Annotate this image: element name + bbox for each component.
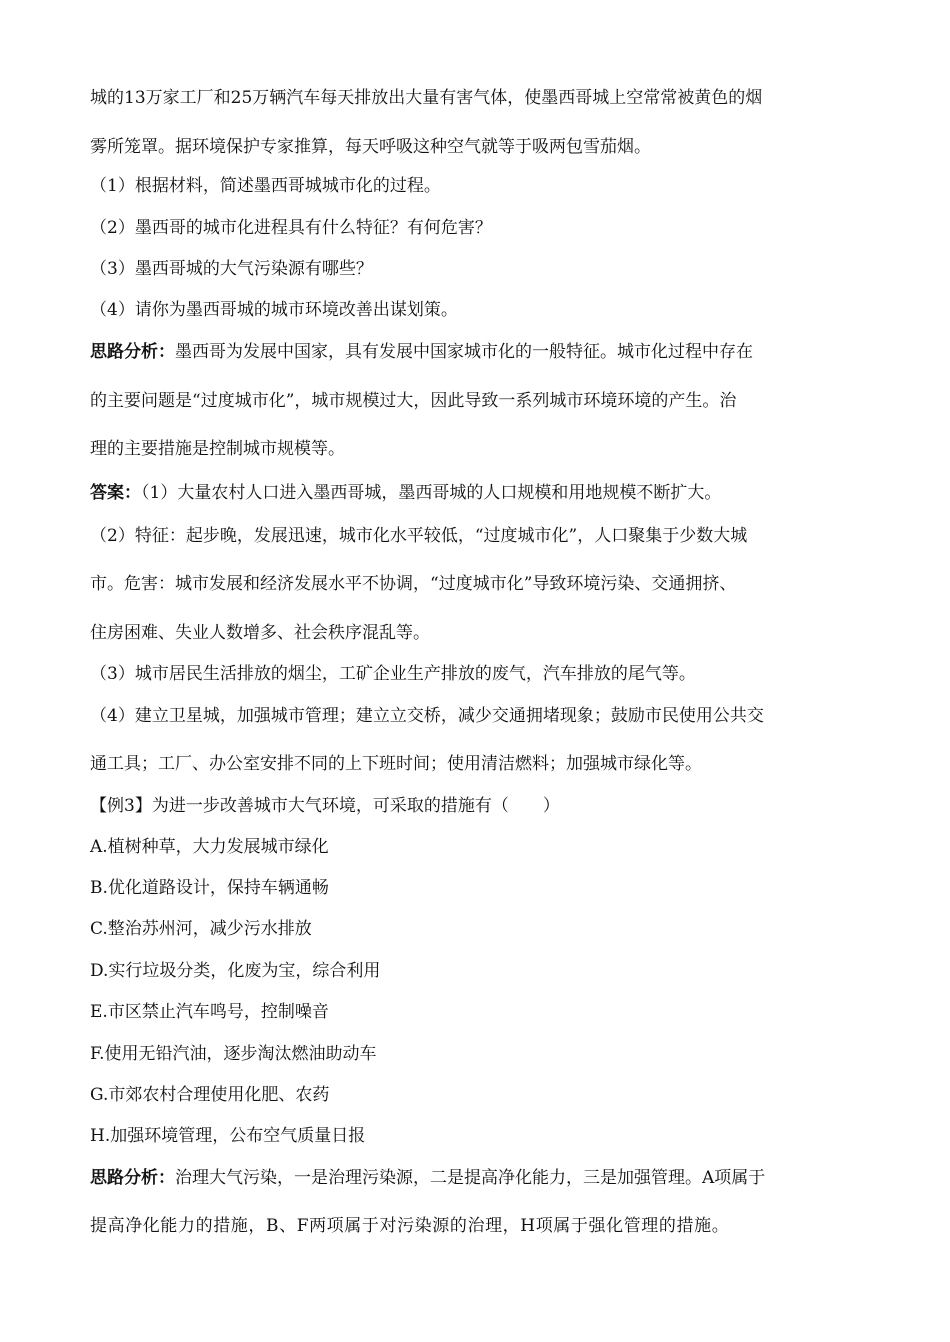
- question-1: （1）根据材料，简述墨西哥城城市化的过程。: [90, 176, 441, 196]
- material-text-line-2: 雾所笼罩。据环境保护专家推算，每天呼吸这种空气就等于吸两包雪茄烟。: [90, 137, 651, 157]
- answer-line-3: 市。危害：城市发展和经济发展水平不协调，“过度城市化”导致环境污染、交通拥挤、: [90, 574, 737, 594]
- option-g: G.市郊农村合理使用化肥、农药: [90, 1085, 330, 1105]
- option-a: A.植树种草，大力发展城市绿化: [90, 837, 329, 857]
- analysis-label: 思路分析：: [90, 342, 175, 362]
- analysis-2-line-1: [90, 1167, 765, 1189]
- answer-line-7: 通工具；工厂、办公室安排不同的上下班时间；使用清洁燃料；加强城市绿化等。: [90, 754, 702, 774]
- option-b: B.优化道路设计，保持车辆通畅: [90, 878, 329, 898]
- answer-line-6: （4）建立卫星城，加强城市管理；建立立交桥，减少交通拥堵现象；鼓励市民使用公共交: [90, 706, 764, 726]
- option-e: E.市区禁止汽车鸣号，控制噪音: [90, 1002, 329, 1022]
- option-d: D.实行垃圾分类，化废为宝，综合利用: [90, 961, 381, 981]
- answer-line-2: （2）特征：起步晚，发展迅速，城市化水平较低，“过度城市化”，人口聚集于少数大城: [90, 526, 748, 546]
- answer-label: 答案：: [90, 483, 141, 503]
- analysis-2-label: 思路分析：: [90, 1168, 175, 1188]
- material-text-line-1: 城的13万家工厂和25万辆汽车每天排放出大量有害气体，使墨西哥城上空常常被黄色的烟: [90, 88, 763, 108]
- analysis-paragraph-line-2: 的主要问题是“过度城市化”，城市规模过大，因此导致一系列城市环境环境的产生。治: [90, 391, 737, 411]
- option-c: C.整治苏州河，减少污水排放: [90, 919, 312, 939]
- answer-text-1: （1）大量农村人口进入墨西哥城，墨西哥城的人口规模和用地规模不断扩大。: [141, 483, 722, 503]
- question-4: （4）请你为墨西哥城的城市环境改善出谋划策。: [90, 300, 458, 320]
- analysis-paragraph-line-1: [90, 341, 753, 363]
- option-h: H.加强环境管理，公布空气质量日报: [90, 1126, 366, 1146]
- example-3-question: 【例3】为进一步改善城市大气环境，可采取的措施有（ ）: [90, 796, 560, 816]
- analysis-2-text: 治理大气污染，一是治理污染源，二是提高净化能力，三是加强管理。A项属于: [175, 1168, 766, 1188]
- analysis-2-line-2: 提高净化能力的措施，B、F两项属于对污染源的治理，H项属于强化管理的措施。: [90, 1216, 730, 1236]
- answer-line-4: 住房困难、失业人数增多、社会秩序混乱等。: [90, 623, 430, 643]
- answer-line-5: （3）城市居民生活排放的烟尘，工矿企业生产排放的废气，汽车排放的尾气等。: [90, 664, 696, 684]
- analysis-text: 墨西哥为发展中国家，具有发展中国家城市化的一般特征。城市化过程中存在: [175, 342, 753, 362]
- option-f: F.使用无铅汽油，逐步淘汰燃油助动车: [90, 1044, 377, 1064]
- question-2: （2）墨西哥的城市化进程具有什么特征？有何危害？: [90, 218, 492, 238]
- question-3: （3）墨西哥城的大气污染源有哪些？: [90, 259, 373, 279]
- answer-line-1: [90, 482, 721, 504]
- analysis-paragraph-line-3: 理的主要措施是控制城市规模等。: [90, 439, 345, 459]
